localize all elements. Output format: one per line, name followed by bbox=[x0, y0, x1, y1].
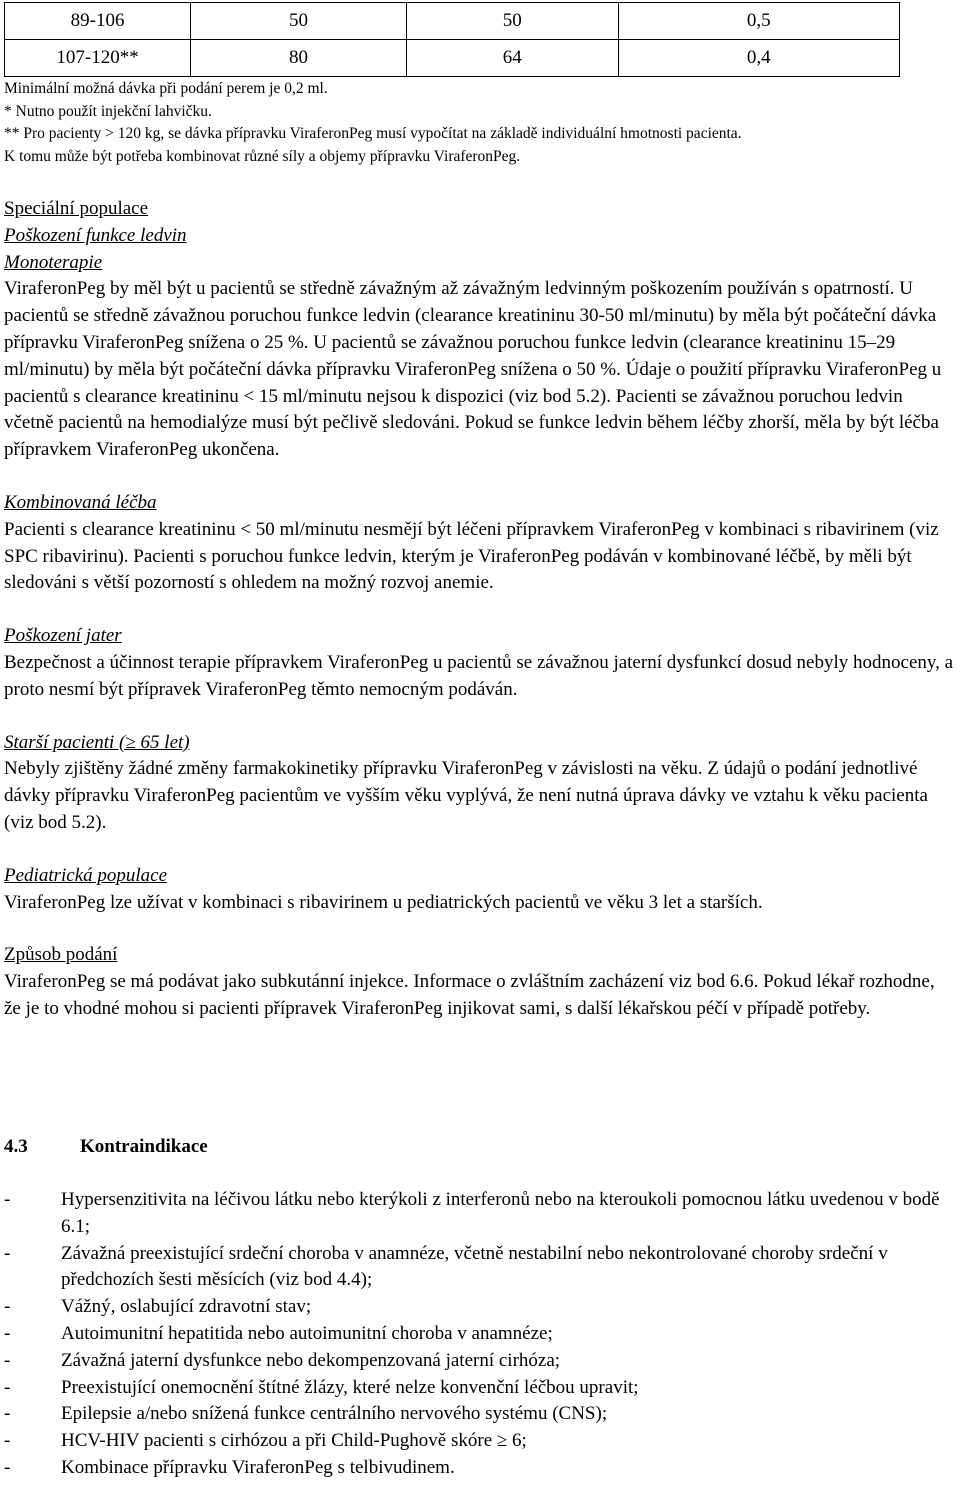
elderly-heading: Starší pacienti (≥ 65 let) bbox=[4, 731, 190, 753]
table-cell: 0,5 bbox=[618, 3, 899, 40]
list-item bbox=[4, 1294, 956, 1321]
list-item bbox=[4, 1428, 956, 1455]
table-cell: 89-106 bbox=[5, 3, 191, 40]
list-dash: - bbox=[4, 1430, 11, 1452]
list-item bbox=[4, 1241, 956, 1295]
list-item bbox=[4, 1321, 956, 1348]
section-title: Kontraindikace bbox=[80, 1136, 208, 1157]
administration-heading: Způsob podání bbox=[4, 944, 118, 966]
list-item bbox=[4, 1348, 956, 1375]
table-cell: 0,4 bbox=[618, 40, 899, 77]
table-footnotes bbox=[4, 78, 742, 168]
table-cell: 107-120** bbox=[5, 40, 191, 77]
table-row bbox=[5, 40, 900, 77]
list-item-text: Epilepsie a/nebo snížená funkce centrálního nervového systému (CNS); bbox=[61, 1403, 608, 1425]
table-cell: 80 bbox=[191, 40, 407, 77]
section-number: 4.3 bbox=[4, 1136, 28, 1157]
pediatric-paragraph: ViraferonPeg lze užívat v kombinaci s ribavirinem u pediatrických pacientů ve věku 3 let a starších. bbox=[4, 891, 763, 913]
footnote: Minimální možná dávka při podání perem je 0,2 ml. bbox=[4, 80, 328, 97]
administration-paragraph: ViraferonPeg se má podávat jako subkutánní injekce. Informace o zvláštním zacházení viz bod 6.6. Pokud lékař rozhodne, že je to vhodné mohou si pacienti přípravek ViraferonPeg injikovat sami, s další lékařskou péčí v případě potřeby. bbox=[4, 971, 935, 1019]
list-dash: - bbox=[4, 1296, 11, 1318]
list-dash: - bbox=[4, 1376, 11, 1398]
footnote: K tomu může být potřeba kombinovat různé síly a objemy přípravku ViraferonPeg. bbox=[4, 147, 521, 165]
list-item-text: Kombinace přípravku ViraferonPeg s telbivudinem. bbox=[61, 1456, 455, 1478]
list-dash: - bbox=[4, 1456, 11, 1478]
list-item bbox=[4, 1375, 956, 1402]
list-dash: - bbox=[4, 1242, 11, 1264]
list-item-text: Preexistující onemocnění štítné žlázy, které nelze konvenční léčbou upravit; bbox=[61, 1376, 639, 1398]
list-item-text: Závažná jaterní dysfunkce nebo dekompenzovaná jaterní cirhóza; bbox=[61, 1349, 561, 1371]
combination-therapy-paragraph: Pacienti s clearance kreatininu < 50 ml/minutu nesmějí být léčeni přípravkem ViraferonPeg v kombinaci s ribavirinem (viz SPC ribavirinu). Pacienti s poruchou funkce ledvin, kterým je ViraferonPeg podáván v kombinované léčbě, by měli být sledováni s větší pozorností s ohledem na možný rozvoj anemie. bbox=[4, 518, 939, 594]
pediatric-heading: Pediatrická populace bbox=[4, 864, 168, 886]
list-dash: - bbox=[4, 1349, 11, 1371]
list-item-text: Hypersenzitivita na léčivou látku nebo kterýkoli z interferonů nebo na kteroukoli pomocnou látku uvedenou v bodě 6.1; bbox=[61, 1189, 940, 1237]
monotherapy-heading: Monoterapie bbox=[4, 251, 103, 273]
contraindications-list bbox=[4, 1187, 956, 1482]
list-dash: - bbox=[4, 1189, 11, 1210]
table-cell: 50 bbox=[191, 3, 407, 40]
special-populations-heading: Speciální populace bbox=[4, 198, 149, 219]
special-populations-section bbox=[4, 196, 956, 1023]
section-heading bbox=[4, 1136, 208, 1158]
footnote: * Nutno použít injekční lahvičku. bbox=[4, 102, 212, 120]
list-dash: - bbox=[4, 1403, 11, 1425]
combination-therapy-heading: Kombinovaná léčba bbox=[4, 491, 157, 513]
list-item bbox=[4, 1187, 956, 1241]
list-item-text: Závažná preexistující srdeční choroba v anamnéze, včetně nestabilní nebo nekontrolované choroby srdeční v předchozích šesti měsících (viz bod 4.4); bbox=[61, 1242, 888, 1291]
list-item bbox=[4, 1455, 956, 1482]
table-cell: 64 bbox=[406, 40, 618, 77]
table-row bbox=[5, 3, 900, 40]
table-cell: 50 bbox=[406, 3, 618, 40]
list-item-text: Vážný, oslabující zdravotní stav; bbox=[61, 1296, 312, 1318]
list-item-text: Autoimunitní hepatitida nebo autoimunitní choroba v anamnéze; bbox=[61, 1322, 553, 1344]
elderly-paragraph: Nebyly zjištěny žádné změny farmakokinetiky přípravku ViraferonPeg v závislosti na věku. Z údajů o podání jednotlivé dávky přípravku ViraferonPeg pacientům ve vyšším věku vyplývá, že není nutná úprava dávky ve vztahu k věku pacienta (viz bod 5.2). bbox=[4, 758, 928, 833]
list-item-text: HCV-HIV pacienti s cirhózou a při Child-Pughově skóre ≥ 6; bbox=[61, 1430, 527, 1452]
dose-table bbox=[4, 2, 900, 77]
footnote: ** Pro pacienty > 120 kg, se dávka přípravku ViraferonPeg musí vypočítat na základě individuální hmotnosti pacienta. bbox=[4, 125, 742, 142]
hepatic-impairment-heading: Poškození jater bbox=[4, 625, 122, 647]
hepatic-impairment-paragraph: Bezpečnost a účinnost terapie přípravkem ViraferonPeg u pacientů se závažnou jaterní dysfunkcí dosud nebyly hodnoceny, a proto nesmí být přípravek ViraferonPeg těmto nemocným podáván. bbox=[4, 651, 954, 700]
list-dash: - bbox=[4, 1322, 11, 1344]
list-item bbox=[4, 1401, 956, 1428]
renal-impairment-heading: Poškození funkce ledvin bbox=[4, 224, 187, 246]
monotherapy-paragraph: ViraferonPeg by měl být u pacientů se středně závažným až závažným ledvinným poškozením používán s opatrností. U pacientů se středně závažnou poruchou funkce ledvin (clearance kreatininu 30-50 ml/minutu) by měla být počáteční dávka přípravku ViraferonPeg snížena o 25 %. U pacientů se závažnou poruchou funkce ledvin (clearance kreatininu 15–29 ml/minutu) by měla být počáteční dávka přípravku ViraferonPeg snížena o 50 %. Údaje o použití přípravku ViraferonPeg u pacientů s clearance kreatininu < 15 ml/minutu nejsou k dispozici (viz bod 5.2). Pacienti se závažnou poruchou ledvin včetně pacientů na hemodialýze musí být pečlivě sledováni. Pokud se funkce ledvin během léčby zhorší, měla by být léčba přípravkem ViraferonPeg ukončena. bbox=[4, 278, 942, 461]
